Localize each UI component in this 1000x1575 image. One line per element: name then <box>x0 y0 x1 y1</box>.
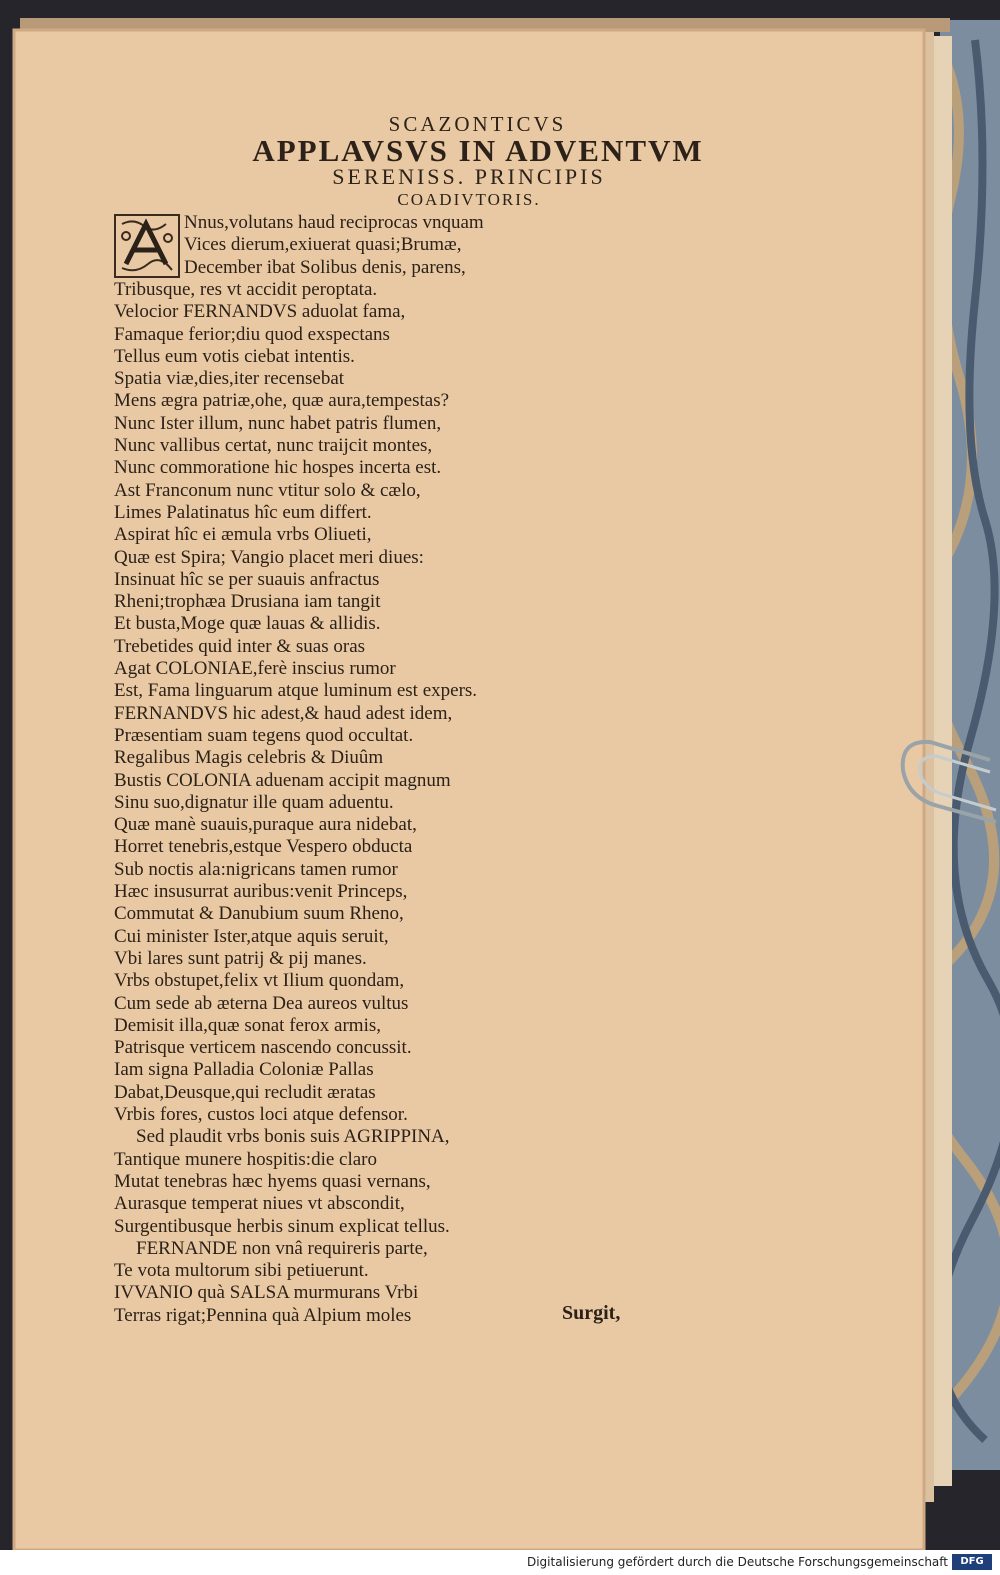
verse-line: Cui minister Ister,atque aquis seruit, <box>114 925 389 947</box>
verse-line: Vices dierum,exiuerat quasi;Brumæ, <box>184 234 462 256</box>
verse-line: Vrbis fores, custos loci atque defensor. <box>114 1104 408 1125</box>
verse-line: Sinu suo,dignatur ille quam aduentu. <box>114 791 394 813</box>
funding-credit: Digitalisierung gefördert durch die Deutsche Forschungsgemeinschaft <box>526 1555 948 1569</box>
verse-line: Trebetides quid inter & suas oras <box>114 635 366 657</box>
verse-line: Rheni;trophæa Drusiana iam tangit <box>114 591 381 613</box>
verse-line: Cum sede ab æterna Dea aureos vultus <box>114 992 409 1014</box>
verse-line: Bustis COLONIA aduenam accipit magnum <box>114 769 451 791</box>
verse-line: Hæc insusurrat auribus:venit Princeps, <box>114 881 408 902</box>
verse-line: Vrbs obstupet,felix vt Ilium quondam, <box>114 970 405 992</box>
verse-line: Vbi lares sunt patrij & pij manes. <box>114 947 367 969</box>
verse-line: Tellus eum votis ciebat intentis. <box>114 345 355 367</box>
verse-line: Te vota multorum sibi petiuerunt. <box>114 1260 369 1282</box>
verse-line: Tantique munere hospitis:die claro <box>114 1148 378 1170</box>
verse-line: FERNANDVS hic adest,& haud adest idem, <box>114 702 453 724</box>
verse-line: Famaque ferior;diu quod exspectans <box>114 323 390 345</box>
book-page <box>14 30 924 1550</box>
verse-line: Iam signa Palladia Coloniæ Pallas <box>114 1059 374 1081</box>
verse-line: Mens ægra patriæ,ohe, quæ aura,tempestas? <box>114 390 450 412</box>
heading-title: APPLAVSVS IN ADVENTVM <box>252 133 704 168</box>
verse-line: Et busta,Moge quæ lauas & allidis. <box>114 613 381 635</box>
verse-line: Aspirat hîc ei æmula vrbs Oliueti, <box>114 524 372 546</box>
verse-line: Velocior FERNANDVS aduolat fama, <box>114 301 406 323</box>
heading-subtitle: SERENISS. PRINCIPIS <box>332 164 606 189</box>
verse-line: Quæ est Spira; Vangio placet meri diues: <box>114 546 424 568</box>
verse-line: Nunc vallibus certat, nunc traijcit montes, <box>114 435 433 456</box>
verse-line: Limes Palatinatus hîc eum differt. <box>114 501 372 523</box>
heading-subtitle-2: COADIVTORIS. <box>397 190 541 209</box>
ornamental-initial-a-icon <box>114 214 180 278</box>
verse-line: Regalibus Magis celebris & Diuûm <box>114 747 384 769</box>
verse-line: Horret tenebris,estque Vespero obducta <box>114 836 413 858</box>
verse-line: Nnus,volutans haud reciprocas vnquam <box>184 212 484 233</box>
catchword: Surgit, <box>562 1302 621 1324</box>
verse-line: Commutat & Danubium suum Rheno, <box>114 903 404 925</box>
verse-line: Sub noctis ala:nigricans tamen rumor <box>114 858 398 880</box>
verse-line: Insinuat hîc se per suauis anfractus <box>114 568 380 590</box>
verse-line: Tribusque, res vt accidit peroptata. <box>114 278 378 300</box>
verse-line: Agat COLONIAE,ferè inscius rumor <box>114 658 396 679</box>
verse-line: Sed plaudit vrbs bonis suis AGRIPPINA, <box>136 1126 450 1148</box>
verse-line: IVVANIO quà SALSA murmurans Vrbi <box>114 1282 419 1304</box>
verse-line: Spatia viæ,dies,iter recensebat <box>114 368 345 390</box>
verse-line: Aurasque temperat niues vt abscondit, <box>114 1193 405 1215</box>
verse-line: Ast Franconum nunc vtitur solo & cælo, <box>114 479 421 501</box>
verse-line: December ibat Solibus denis, parens, <box>184 256 466 278</box>
verse-line: Præsentiam suam tegens quod occultat. <box>114 724 414 746</box>
verse-line: Terras rigat;Pennina quà Alpium moles <box>114 1304 412 1326</box>
heading-genre: SCAZONTICVS <box>388 112 567 136</box>
verse-line: Surgentibusque herbis sinum explicat tellus. <box>114 1215 450 1237</box>
verse-line: Demisit illa,quæ sonat ferox armis, <box>114 1014 382 1036</box>
verse-line: Quæ manè suauis,puraque aura nidebat, <box>114 814 417 836</box>
verse-line: Nunc commoratione hic hospes incerta est. <box>114 457 442 479</box>
footer-bar <box>0 1550 1000 1575</box>
verse-line: Est, Fama linguarum atque luminum est expers. <box>114 680 478 702</box>
dfg-logo: DFG <box>952 1554 992 1570</box>
verse-line: Mutat tenebras hæc hyems quasi vernans, <box>114 1170 431 1192</box>
verse-line: Patrisque verticem nascendo concussit. <box>114 1037 412 1059</box>
verse-line: Dabat,Deusque,qui recludit æratas <box>114 1081 376 1103</box>
verse-line: Nunc Ister illum, nunc habet patris flumen, <box>114 412 442 434</box>
verse-line: FERNANDE non vnâ requireris parte, <box>136 1237 428 1259</box>
